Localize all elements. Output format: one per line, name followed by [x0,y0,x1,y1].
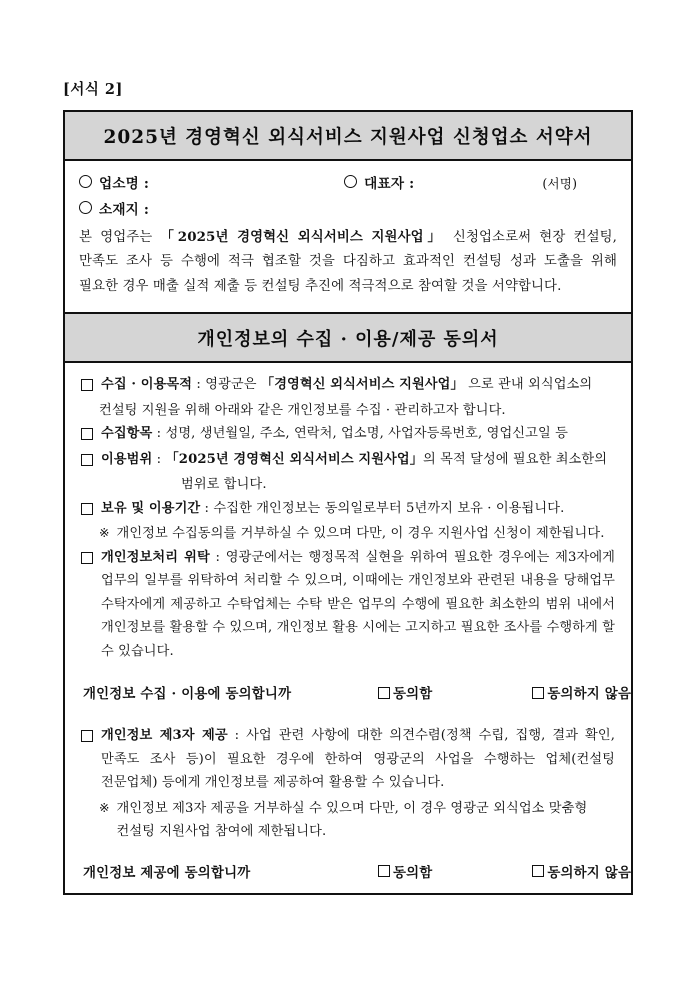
representative-label: 대표자 : [364,176,415,192]
consent-item-delegation [81,546,615,664]
consent-item-retention [81,497,615,521]
consent-item-delegation-label: 개인정보처리 위탁 [101,549,210,565]
spacer [81,844,615,862]
document-frame [63,110,633,895]
consent-agree-row-provision [81,862,632,881]
consent-item-purpose-text-b: 으로 관내 외식업소의 [463,377,593,393]
consent-item-third-party-note [81,797,615,844]
consent-item-usage-scope [81,448,615,472]
pledge-field-row-2 [79,198,617,218]
consent-item-delegation-body: : 영광군에서는 행정목적 실현을 위하여 필요한 경우에는 제3자에게 업무의 일부를 위탁하여 처리할 수 있으며, 이때에는 개인정보와 관련된 내용을 당해업무 수탁자에게 제공하고 수탁업체는 수탁 받은 업무의 수행에 필요한 최소한의 범위 내에서 개인정보를 활용할 수 있으며, 개인정보 활용 시에는 고지하고 필요한 조사를 수행하게 할 수 있습니다. [101,549,616,659]
consent-item-collected-fields-text [101,422,615,446]
pledge-paragraph-part1: 본 영업주는 [79,230,161,245]
consent-item-retention-label: 보유 및 이용기간 [101,500,201,516]
checkbox-icon[interactable] [532,687,544,699]
consent-agree-no-provision[interactable] [532,862,631,881]
checkbox-icon[interactable] [81,454,93,466]
consent-item-delegation-text [101,546,615,664]
pledge-paragraph-part2: 신청업소로써 현장 컨설팅, 만족도 조사 등 수행에 적극 협조할 것을 다짐하고 효과적인 컨설팅 성과 도출을 위해 필요한 경우 매출 실적 제출 등 컨설팅 추진에 적극적으로 참여할 것을 서약합니다. [79,230,617,294]
consent-item-purpose [81,373,615,397]
consent-item-third-party-body: : 사업 관련 사항에 대한 의견수렴(정책 수립, 집행, 결과 확인, 만족도 조사 등)이 필요한 경우에 한하여 영광군의 사업을 수행하는 업체(컨설팅 전문업체) 등에게 개인정보를 제공하여 활용할 수 있습니다. [101,728,615,791]
consent-item-retention-text [101,497,615,521]
consent-agree-no-collection-label: 동의하지 않음 [547,686,632,703]
checkbox-icon[interactable] [81,379,93,391]
checkbox-icon[interactable] [532,865,544,877]
consent-item-third-party [81,724,615,795]
consent-agree-no-provision-label: 동의하지 않음 [547,864,632,881]
pledge-field-row-1 [79,172,617,192]
checkbox-icon[interactable] [81,428,93,440]
consent-agree-row-collection [81,683,632,703]
consent-item-usage-scope-line2: 범위로 합니다. [181,477,267,493]
pledge-paragraph [79,225,617,299]
business-name-field[interactable] [79,172,149,192]
circle-bullet-icon [344,175,357,188]
consent-item-retention-note-text: 개인정보 수집동의를 거부하실 수 있으며 다만, 이 경우 지원사업 신청이 제한됩니다. [116,526,605,542]
circle-bullet-icon [79,201,92,214]
consent-item-collected-fields-body: : 성명, 생년월일, 주소, 연락처, 업소명, 사업자등록번호, 영업신고일 등 [152,426,568,442]
consent-item-usage-scope-sep: : [152,451,166,467]
representative-field[interactable] [344,172,414,192]
asterisk-note-icon: ※ [99,799,110,815]
consent-agree-yes-provision[interactable] [378,862,432,881]
location-field[interactable] [79,198,149,218]
consent-section-body [65,363,631,893]
spacer [81,702,615,724]
consent-item-usage-scope-body: 의 목적 달성에 필요한 최소한의 [423,451,608,467]
consent-banner-title: 개인정보의 수집 · 이용/제공 동의서 [65,312,631,363]
checkbox-icon[interactable] [81,730,93,742]
business-name-label: 업소명 : [99,176,150,192]
consent-item-collected-fields [81,422,615,446]
consent-item-usage-scope-program: 「2025년 경영혁신 외식서비스 지원사업」 [165,451,423,467]
consent-item-purpose-line2: 컨설팅 지원을 위해 아래와 같은 개인정보를 수집 · 관리하고자 합니다. [99,402,506,418]
consent-item-third-party-label: 개인정보 제3자 제공 [101,728,228,744]
pledge-section-body [65,161,631,312]
pledge-banner-title: 2025년 경영혁신 외식서비스 지원사업 신청업소 서약서 [65,112,631,161]
consent-agree-no-collection[interactable] [532,683,631,702]
consent-agree-question-collection: 개인정보 수집 · 이용에 동의합니까 [83,686,292,703]
consent-item-collected-fields-label: 수집항목 [101,426,153,442]
location-label: 소재지 : [99,202,150,218]
consent-agree-question-provision: 개인정보 제공에 동의합니까 [83,864,251,881]
consent-item-usage-scope-label: 이용범위 [101,451,153,467]
consent-item-retention-note [81,522,615,546]
spacer [81,665,615,683]
consent-agree-yes-collection[interactable] [378,683,432,702]
consent-agree-yes-collection-label: 동의함 [393,686,433,703]
consent-item-purpose-text [101,373,615,397]
consent-item-retention-body: : 수집한 개인정보는 동의일로부터 5년까지 보유 · 이용됩니다. [200,500,565,516]
consent-item-purpose-sep: : [192,377,206,393]
consent-item-purpose-text-a: 영광군은 [205,377,261,393]
consent-agree-yes-provision-label: 동의함 [393,864,433,881]
consent-item-third-party-text [101,724,615,795]
consent-item-purpose-label: 수집 · 이용목적 [101,377,193,393]
checkbox-icon[interactable] [378,865,390,877]
signature-note: (서명) [542,176,578,191]
form-number-label: [서식 2] [63,81,123,98]
spacer [81,881,615,887]
consent-item-third-party-note-text: 개인정보 제3자 제공을 거부하실 수 있으며 다만, 이 경우 영광군 외식업소 맞춤형 컨설팅 지원사업 참여에 제한됩니다. [116,800,588,840]
consent-item-usage-scope-text [101,448,615,472]
consent-item-purpose-program: 「경영혁신 외식서비스 지원사업」 [260,377,464,393]
checkbox-icon[interactable] [81,552,93,564]
asterisk-note-icon: ※ [99,525,110,541]
checkbox-icon[interactable] [81,503,93,515]
circle-bullet-icon [79,175,92,188]
checkbox-icon[interactable] [378,687,390,699]
pledge-paragraph-program-name: 「2025년 경영혁신 외식서비스 지원사업」 [160,229,445,245]
